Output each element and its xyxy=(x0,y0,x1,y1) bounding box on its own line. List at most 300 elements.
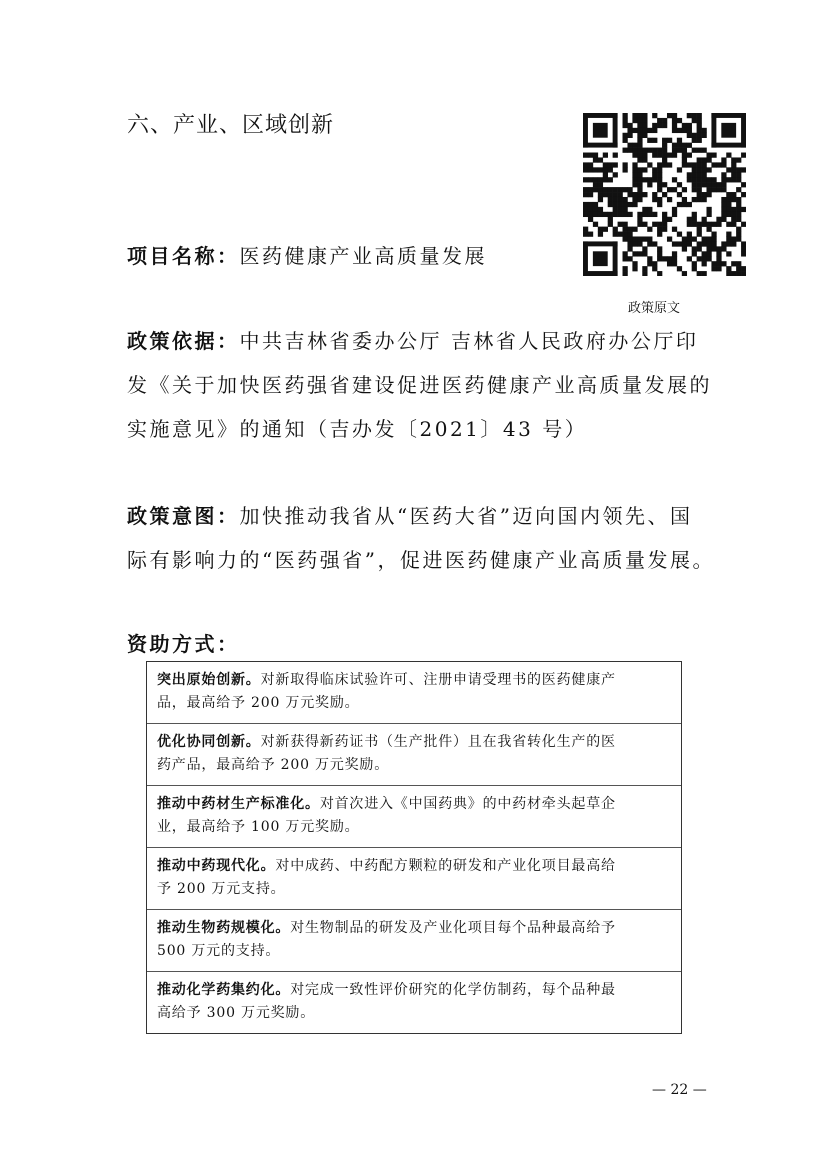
qr-module xyxy=(726,153,731,158)
qr-module xyxy=(667,236,672,241)
qr-module xyxy=(682,123,687,128)
qr-module xyxy=(687,153,692,158)
qr-module xyxy=(613,232,618,237)
qr-module xyxy=(702,217,707,222)
qr-module xyxy=(657,251,662,256)
qr-module xyxy=(647,256,652,261)
qr-module xyxy=(741,153,746,158)
qr-module xyxy=(687,256,692,261)
qr-module xyxy=(672,123,677,128)
qr-module xyxy=(632,113,637,118)
qr-module xyxy=(711,222,716,227)
qr-module xyxy=(736,227,741,232)
qr-module xyxy=(647,128,652,133)
intent-line-1 xyxy=(127,500,692,529)
qr-module xyxy=(588,153,593,158)
qr-module xyxy=(672,118,677,123)
qr-module xyxy=(618,212,623,217)
qr-module xyxy=(721,261,726,266)
qr-module xyxy=(657,148,662,153)
qr-module xyxy=(623,133,628,138)
qr-module xyxy=(647,207,652,212)
qr-module xyxy=(623,197,628,202)
qr-module xyxy=(652,261,657,266)
qr-module xyxy=(632,227,637,232)
qr-module xyxy=(652,222,657,227)
qr-module xyxy=(736,232,741,237)
qr-module xyxy=(637,212,642,217)
qr-module xyxy=(741,251,746,256)
qr-module xyxy=(731,167,736,172)
qr-module xyxy=(687,217,692,222)
qr-module xyxy=(682,187,687,192)
qr-module xyxy=(702,133,707,138)
qr-module xyxy=(662,192,667,197)
qr-module xyxy=(657,232,662,237)
funding-item-text: 高给予 300 万元奖励。 xyxy=(157,1005,316,1021)
funding-item-title: 突出原始创新。 xyxy=(157,672,261,688)
qr-module xyxy=(697,241,702,246)
funding-item-title: 推动中药现代化。 xyxy=(157,858,276,874)
qr-module xyxy=(716,261,721,266)
qr-module xyxy=(711,113,716,148)
qr-module xyxy=(702,197,707,202)
qr-module xyxy=(623,251,628,256)
funding-item xyxy=(147,910,681,972)
qr-module xyxy=(603,192,608,197)
intent-text-1: 加快推动我省从“医药大省”迈向国内领先、国 xyxy=(239,504,693,528)
qr-module xyxy=(632,128,637,133)
qr-module xyxy=(588,202,593,207)
qr-module xyxy=(652,192,657,197)
qr-module xyxy=(623,271,628,276)
qr-module xyxy=(613,227,618,232)
qr-module xyxy=(618,192,623,197)
qr-module xyxy=(687,143,692,148)
qr-module xyxy=(721,202,726,207)
qr-module xyxy=(716,246,721,251)
qr-module xyxy=(731,236,736,241)
qr-module xyxy=(603,153,608,158)
qr-module xyxy=(702,271,707,276)
qr-module xyxy=(642,118,647,123)
qr-module xyxy=(632,148,637,153)
funding-item xyxy=(147,724,681,786)
qr-module xyxy=(623,167,628,172)
qr-module xyxy=(677,182,682,187)
qr-module xyxy=(677,118,682,123)
qr-module xyxy=(711,113,746,118)
qr-module xyxy=(702,182,707,187)
qr-module xyxy=(657,153,662,158)
qr-module xyxy=(652,266,657,271)
funding-item-title: 推动中药材生产标准化。 xyxy=(157,796,320,812)
qr-module xyxy=(741,266,746,271)
qr-module xyxy=(682,148,687,153)
qr-module xyxy=(726,167,731,172)
qr-module xyxy=(583,113,618,118)
qr-module xyxy=(741,241,746,246)
qr-module xyxy=(672,113,677,118)
qr-module xyxy=(593,207,598,212)
qr-module xyxy=(692,266,697,271)
project-label: 项目名称： xyxy=(127,244,240,268)
qr-module xyxy=(627,192,632,197)
qr-module xyxy=(603,212,608,217)
qr-module xyxy=(662,138,667,143)
qr-module xyxy=(613,202,618,207)
qr-module xyxy=(632,192,637,197)
qr-module xyxy=(637,133,642,138)
qr-module xyxy=(697,197,702,202)
qr-module xyxy=(627,128,632,133)
qr-module xyxy=(692,148,697,153)
qr-module xyxy=(593,187,598,192)
qr-module xyxy=(642,236,647,241)
qr-module xyxy=(623,138,628,143)
qr-module xyxy=(711,246,716,251)
qr-module xyxy=(721,207,726,212)
qr-module xyxy=(682,271,687,276)
qr-module xyxy=(588,207,593,212)
qr-module xyxy=(593,202,598,207)
qr-module xyxy=(677,266,682,271)
qr-module xyxy=(731,192,736,197)
qr-module xyxy=(736,157,741,162)
qr-module xyxy=(682,202,687,207)
funding-item-text: 对中成药、中药配方颗粒的研发和产业化项目最高给 xyxy=(275,858,616,874)
qr-module xyxy=(692,167,697,172)
qr-module xyxy=(583,187,588,192)
qr-module xyxy=(692,182,697,187)
qr-module xyxy=(603,167,608,172)
qr-module xyxy=(652,212,657,217)
qr-module xyxy=(667,153,672,158)
qr-module xyxy=(697,182,702,187)
qr-module xyxy=(692,187,697,192)
qr-module xyxy=(627,236,632,241)
qr-module xyxy=(692,162,697,167)
qr-module xyxy=(726,266,731,271)
qr-module xyxy=(706,256,711,261)
qr-module xyxy=(652,167,657,172)
qr-module xyxy=(731,162,736,167)
qr-module xyxy=(721,197,726,202)
qr-module xyxy=(637,167,642,172)
qr-module xyxy=(741,167,746,172)
section-title: 六、产业、区域创新 xyxy=(127,113,335,138)
qr-module xyxy=(623,207,628,212)
qr-module xyxy=(731,271,736,276)
qr-module xyxy=(692,261,697,266)
qr-module xyxy=(687,232,692,237)
qr-module xyxy=(618,232,623,237)
qr-module xyxy=(598,227,603,232)
qr-module xyxy=(662,227,667,232)
qr-module xyxy=(632,177,637,182)
qr-module xyxy=(702,157,707,162)
qr-module xyxy=(741,192,746,197)
qr-module xyxy=(721,172,726,177)
qr-module xyxy=(588,232,593,237)
qr-module xyxy=(672,148,677,153)
intent-line-2: 际有影响力的“医药强省”，促进医药健康产业高质量发展。 xyxy=(127,548,715,572)
qr-module xyxy=(682,143,687,148)
qr-module xyxy=(583,232,588,237)
qr-module xyxy=(598,197,603,202)
qr-module xyxy=(702,222,707,227)
qr-module xyxy=(632,167,637,172)
funding-item-text: 业，最高给予 100 万元奖励。 xyxy=(157,819,360,835)
qr-module xyxy=(667,138,672,143)
funding-item-title: 推动生物药规模化。 xyxy=(157,920,291,936)
qr-module xyxy=(627,133,632,138)
qr-module xyxy=(706,212,711,217)
qr-module xyxy=(637,241,642,246)
qr-module xyxy=(682,246,687,251)
qr-module xyxy=(608,177,613,182)
qr-module xyxy=(706,157,711,162)
qr-module xyxy=(657,123,662,128)
qr-module xyxy=(741,246,746,251)
qr-module xyxy=(627,202,632,207)
qr-module xyxy=(637,197,642,202)
qr-module xyxy=(652,177,657,182)
qr-module xyxy=(697,271,702,276)
qr-module xyxy=(603,177,608,182)
qr-module xyxy=(687,172,692,177)
qr-module xyxy=(706,177,711,182)
qr-module xyxy=(662,157,667,162)
qr-module xyxy=(583,212,588,217)
qr-code-image xyxy=(583,113,746,276)
qr-module xyxy=(647,177,652,182)
qr-module xyxy=(657,182,662,187)
qr-module xyxy=(632,153,637,158)
funding-table xyxy=(146,661,682,1034)
qr-module xyxy=(637,236,642,241)
qr-module xyxy=(711,266,716,271)
qr-module xyxy=(721,212,726,217)
qr-module xyxy=(637,148,642,153)
basis-line-3: 实施意见》的通知（吉办发〔2021〕43 号） xyxy=(127,417,588,441)
qr-module xyxy=(702,177,707,182)
qr-module xyxy=(667,256,672,261)
funding-item-text: 对新获得新药证书（生产批件）且在我省转化生产的医 xyxy=(260,734,616,750)
qr-module xyxy=(652,128,657,133)
qr-module xyxy=(632,162,637,167)
qr-module xyxy=(657,246,662,251)
qr-module xyxy=(726,236,731,241)
qr-module xyxy=(692,118,697,123)
qr-module xyxy=(593,123,608,138)
qr-module xyxy=(613,241,618,276)
qr-module xyxy=(623,212,628,217)
qr-module xyxy=(583,153,588,158)
qr-module xyxy=(662,153,667,158)
qr-module xyxy=(672,251,677,256)
qr-module xyxy=(593,182,598,187)
qr-module xyxy=(598,232,603,237)
qr-module xyxy=(627,256,632,261)
qr-module xyxy=(687,202,692,207)
qr-module xyxy=(721,241,726,246)
qr-module xyxy=(637,118,642,123)
qr-module xyxy=(721,157,726,162)
qr-module xyxy=(662,182,667,187)
qr-module xyxy=(647,261,652,266)
qr-module xyxy=(623,266,628,271)
qr-module xyxy=(618,187,623,192)
qr-module xyxy=(627,232,632,237)
qr-module xyxy=(608,222,613,227)
qr-module xyxy=(672,241,677,246)
qr-module xyxy=(697,172,702,177)
qr-module xyxy=(627,246,632,251)
qr-module xyxy=(726,177,731,182)
qr-module xyxy=(711,232,716,237)
qr-module xyxy=(642,212,647,217)
qr-module xyxy=(647,148,652,153)
qr-module xyxy=(642,222,647,227)
qr-module xyxy=(608,202,613,207)
qr-module xyxy=(588,187,593,192)
qr-module xyxy=(637,143,642,148)
qr-module xyxy=(726,202,731,207)
qr-module xyxy=(702,172,707,177)
qr-module xyxy=(618,222,623,227)
qr-module xyxy=(682,153,687,158)
qr-module xyxy=(731,241,736,246)
qr-module xyxy=(687,177,692,182)
qr-module xyxy=(672,212,677,217)
qr-module xyxy=(588,217,593,222)
qr-module xyxy=(652,153,657,158)
qr-module xyxy=(736,266,741,271)
qr-module xyxy=(662,162,667,167)
qr-module xyxy=(726,207,731,212)
qr-module xyxy=(706,153,711,158)
qr-module xyxy=(632,261,637,266)
funding-item-title: 推动化学药集约化。 xyxy=(157,982,291,998)
qr-module xyxy=(672,227,677,232)
qr-module xyxy=(632,236,637,241)
qr-module xyxy=(647,212,652,217)
qr-module xyxy=(647,241,652,246)
qr-module xyxy=(603,162,608,167)
qr-module xyxy=(623,162,628,167)
qr-module xyxy=(697,256,702,261)
qr-module xyxy=(677,167,682,172)
project-name xyxy=(127,240,487,269)
qr-module xyxy=(652,113,657,118)
qr-module xyxy=(662,123,667,128)
qr-module xyxy=(598,177,603,182)
qr-module xyxy=(706,192,711,197)
funding-label: 资助方式： xyxy=(127,632,240,656)
qr-module xyxy=(677,128,682,133)
qr-module xyxy=(598,212,603,217)
qr-module xyxy=(657,197,662,202)
qr-module xyxy=(711,162,716,167)
qr-module xyxy=(692,222,697,227)
qr-code[interactable] xyxy=(583,113,746,276)
funding-item-text: 500 万元的支持。 xyxy=(157,943,281,959)
qr-module xyxy=(687,133,692,138)
qr-module xyxy=(642,128,647,133)
qr-module xyxy=(642,251,647,256)
qr-module xyxy=(598,167,603,172)
qr-module xyxy=(697,157,702,162)
qr-module xyxy=(702,261,707,266)
qr-module xyxy=(697,133,702,138)
qr-module xyxy=(697,177,702,182)
qr-module xyxy=(716,182,721,187)
qr-module xyxy=(662,148,667,153)
qr-module xyxy=(697,118,702,123)
qr-module xyxy=(632,143,637,148)
basis-text-1: 中共吉林省委办公厅 吉林省人民政府办公厅印 xyxy=(239,329,699,353)
qr-module xyxy=(726,232,731,237)
funding-item-text: 对新取得临床试验许可、注册申请受理书的医药健康产 xyxy=(260,672,616,688)
qr-module xyxy=(652,241,657,246)
qr-module xyxy=(716,162,721,167)
qr-module xyxy=(588,167,593,172)
qr-module xyxy=(632,197,637,202)
qr-module xyxy=(726,192,731,197)
qr-module xyxy=(726,222,731,227)
qr-module xyxy=(736,236,741,241)
qr-module xyxy=(583,167,588,172)
funding-item xyxy=(147,786,681,848)
qr-module xyxy=(637,113,642,118)
qr-module xyxy=(706,246,711,251)
qr-module xyxy=(726,271,731,276)
qr-module xyxy=(731,207,736,212)
qr-module xyxy=(731,197,736,202)
qr-module xyxy=(697,222,702,227)
qr-module xyxy=(657,167,662,172)
qr-module xyxy=(593,251,608,266)
qr-module xyxy=(697,138,702,143)
qr-module xyxy=(642,177,647,182)
qr-module xyxy=(613,197,618,202)
qr-module xyxy=(697,232,702,237)
qr-module xyxy=(672,143,677,148)
qr-module xyxy=(618,207,623,212)
qr-module xyxy=(677,148,682,153)
qr-module xyxy=(736,217,741,222)
qr-module xyxy=(618,202,623,207)
qr-module xyxy=(647,138,652,143)
funding-item-text: 对生物制品的研发及产业化项目每个品种最高给予 xyxy=(290,920,616,936)
qr-module xyxy=(726,251,731,256)
qr-module xyxy=(583,271,618,276)
qr-module xyxy=(593,212,598,217)
qr-module xyxy=(736,177,741,182)
qr-module xyxy=(598,157,603,162)
qr-module xyxy=(736,212,741,217)
qr-module xyxy=(642,133,647,138)
qr-module xyxy=(637,217,642,222)
qr-module xyxy=(697,187,702,192)
qr-module xyxy=(652,123,657,128)
qr-module xyxy=(716,217,721,222)
qr-module xyxy=(697,113,702,118)
qr-module xyxy=(583,113,588,148)
qr-module xyxy=(642,153,647,158)
qr-module xyxy=(593,167,598,172)
